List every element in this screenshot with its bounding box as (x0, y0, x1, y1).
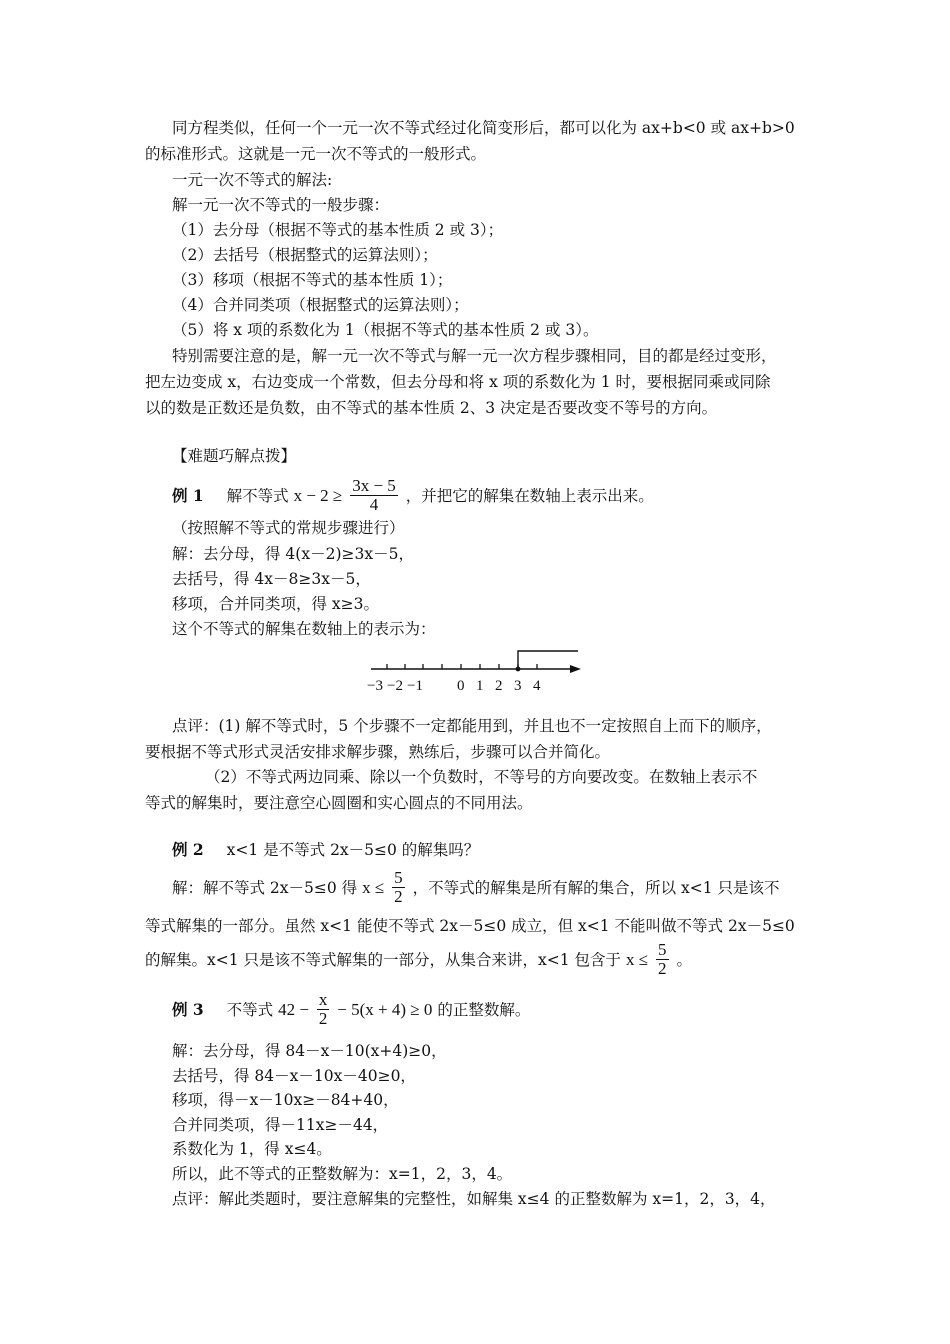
example-1-solution-4: 这个不等式的解集在数轴上的表示为： (172, 620, 436, 638)
axis-label-neg3: −3 (367, 678, 383, 694)
example-3-solution-2: 去括号，得 84－x－10x－40≥0， (172, 1067, 416, 1085)
note-line-3: 以的数是正数还是负数，由不等式的基本性质 2、3 决定是否要改变不等号的方向。 (145, 399, 718, 417)
example-3-lhs: 42 − (278, 1000, 309, 1019)
example-1-prefix: 解不等式 (226, 487, 289, 505)
example-3-solution-4: 合并同类项，得－11x≥－44， (172, 1116, 389, 1134)
example-3-suffix: 的正整数解。 (437, 1001, 531, 1019)
example-2-solution-1-post: ，不等式的解集是所有解的集合，所以 x<1 只是该不 (412, 879, 780, 897)
step-2: （2）去括号（根据整式的运算法则）； (172, 246, 438, 264)
example-2-solution-3-pre: 的解集。x<1 只是该不等式解集的一部分，从集合来讲，x<1 包含于 (145, 951, 622, 969)
example-2-solution-2: 等式解集的一部分。虽然 x<1 能使不等式 2x－5≤0 成立，但 x<1 不能叫做不等式 2x－5≤0 (145, 917, 795, 935)
example-2-solution-3-post: 。 (676, 951, 692, 969)
intro-line-2: 的标准形式。这就是一元一次不等式的一般形式。 (145, 145, 487, 163)
section-title: 【难题巧解点拨】 (172, 447, 297, 465)
example-1-comment-2a: （2）不等式两边同乘、除以一个负数时，不等号的方向要改变。在数轴上表示不 (205, 768, 758, 786)
number-line-arrow (570, 665, 581, 673)
example-1-fraction (350, 477, 398, 514)
step-1: （1）去分母（根据不等式的基本性质 2 或 3）； (172, 221, 504, 239)
number-line-ticks (387, 664, 537, 669)
solution-endpoint-dot (516, 667, 521, 672)
step-4: （4）合并同类项（根据整式的运算法则）； (172, 296, 469, 314)
example-2-question (172, 840, 479, 860)
intro-line-4: 解一元一次不等式的一般步骤： (172, 196, 390, 214)
step-5: （5）将 x 项的系数化为 1（根据不等式的基本性质 2 或 3）。 (172, 321, 599, 339)
example-2-frac-1-denominator: 2 (394, 886, 403, 906)
axis-label-4: 4 (533, 678, 541, 694)
intro-line-3: 一元一次不等式的解法: (172, 171, 333, 189)
example-1-hint: （按照解不等式的常规步骤进行） (172, 519, 405, 537)
example-2-solution-1-pre: 解：解不等式 2x－5≤0 得 (172, 879, 358, 897)
example-3-question (172, 990, 530, 1030)
example-3-rhs: − 5(x + 4) ≥ 0 (337, 1000, 433, 1019)
example-2-fraction-2 (656, 941, 669, 978)
example-3-frac-denominator: 2 (318, 1008, 328, 1028)
axis-label-3: 3 (514, 678, 522, 694)
example-1-solution-1: 解：去分母，得 4(x－2)≥3x－5， (172, 545, 414, 563)
number-line (365, 644, 590, 700)
example-1-frac-numerator: 3x − 5 (352, 475, 396, 495)
example-1-solution-2: 去括号，得 4x－8≥3x－5， (172, 570, 371, 588)
example-1-comment-1b: 要根据不等式形式灵活安排求解步骤，熟练后，步骤可以合并简化。 (145, 743, 611, 761)
example-2-solution-3-math: x ≤ (625, 950, 649, 969)
example-3-label: 例 3 (172, 1000, 204, 1019)
example-1-question (172, 476, 654, 516)
example-1-label: 例 1 (172, 486, 204, 505)
example-3-frac-numerator: x (318, 989, 328, 1009)
axis-label-neg1: −1 (407, 678, 423, 694)
example-2-solution-1 (172, 868, 780, 908)
axis-label-2: 2 (495, 678, 503, 694)
intro-line-1: 同方程类似，任何一个一元一次不等式经过化简变形后，都可以化为 ax+b<0 或 ax+b>0 (172, 119, 795, 137)
solution-set-bracket (518, 651, 578, 669)
example-2-frac-2-numerator: 5 (658, 939, 667, 959)
example-3-solution-1: 解：去分母，得 84－x－10(x+4)≥0， (172, 1042, 447, 1060)
step-3: （3）移项（根据不等式的基本性质 1）； (172, 271, 453, 289)
example-3-solution-3: 移项，得－x－10x≥－84+40， (172, 1091, 399, 1109)
example-2-fraction-1 (392, 869, 405, 906)
example-2-label: 例 2 (172, 840, 204, 859)
axis-label-1: 1 (476, 678, 484, 694)
example-3-solution-5: 系数化为 1，得 x≤4。 (172, 1140, 332, 1158)
note-line-1: 特别需要注意的是，解一元一次不等式与解一元一次方程步骤相同，目的都是经过变形， (172, 347, 777, 365)
example-3-prefix: 不等式 (226, 1001, 274, 1019)
example-2-solution-1-math: x ≤ (362, 878, 385, 897)
example-1-solution-3: 移项，合并同类项，得 x≥3。 (172, 595, 380, 613)
example-2-solution-3 (145, 940, 692, 980)
example-2-text: x<1 是不等式 2x－5≤0 的解集吗？ (226, 841, 480, 859)
note-line-2: 把左边变成 x，右边变成一个常数，但去分母和将 x 项的系数化为 1 时，要根据同乘或同除 (145, 373, 771, 391)
example-1-comment-2b: 等式的解集时，要注意空心圆圈和实心圆点的不同用法。 (145, 794, 533, 812)
example-3-solution-6: 所以，此不等式的正整数解为：x=1，2，3，4。 (172, 1165, 513, 1183)
example-2-frac-2-denominator: 2 (658, 958, 667, 978)
example-3-fraction (317, 991, 330, 1028)
example-1-frac-denominator: 4 (350, 495, 398, 514)
example-2-frac-1-numerator: 5 (394, 867, 403, 887)
axis-label-0: 0 (457, 678, 465, 694)
example-1-suffix: ，并把它的解集在数轴上表示出来。 (405, 487, 654, 505)
axis-label-neg2: −2 (387, 678, 403, 694)
example-3-comment: 点评：解此类题时，要注意解集的完整性，如解集 x≤4 的正整数解为 x=1，2，3，4， (172, 1190, 776, 1208)
example-1-comment-1a: 点评：(1) 解不等式时，5 个步骤不一定都能用到，并且也不一定按照自上而下的顺序， (172, 717, 772, 735)
example-1-lhs: x − 2 ≥ (293, 486, 343, 505)
